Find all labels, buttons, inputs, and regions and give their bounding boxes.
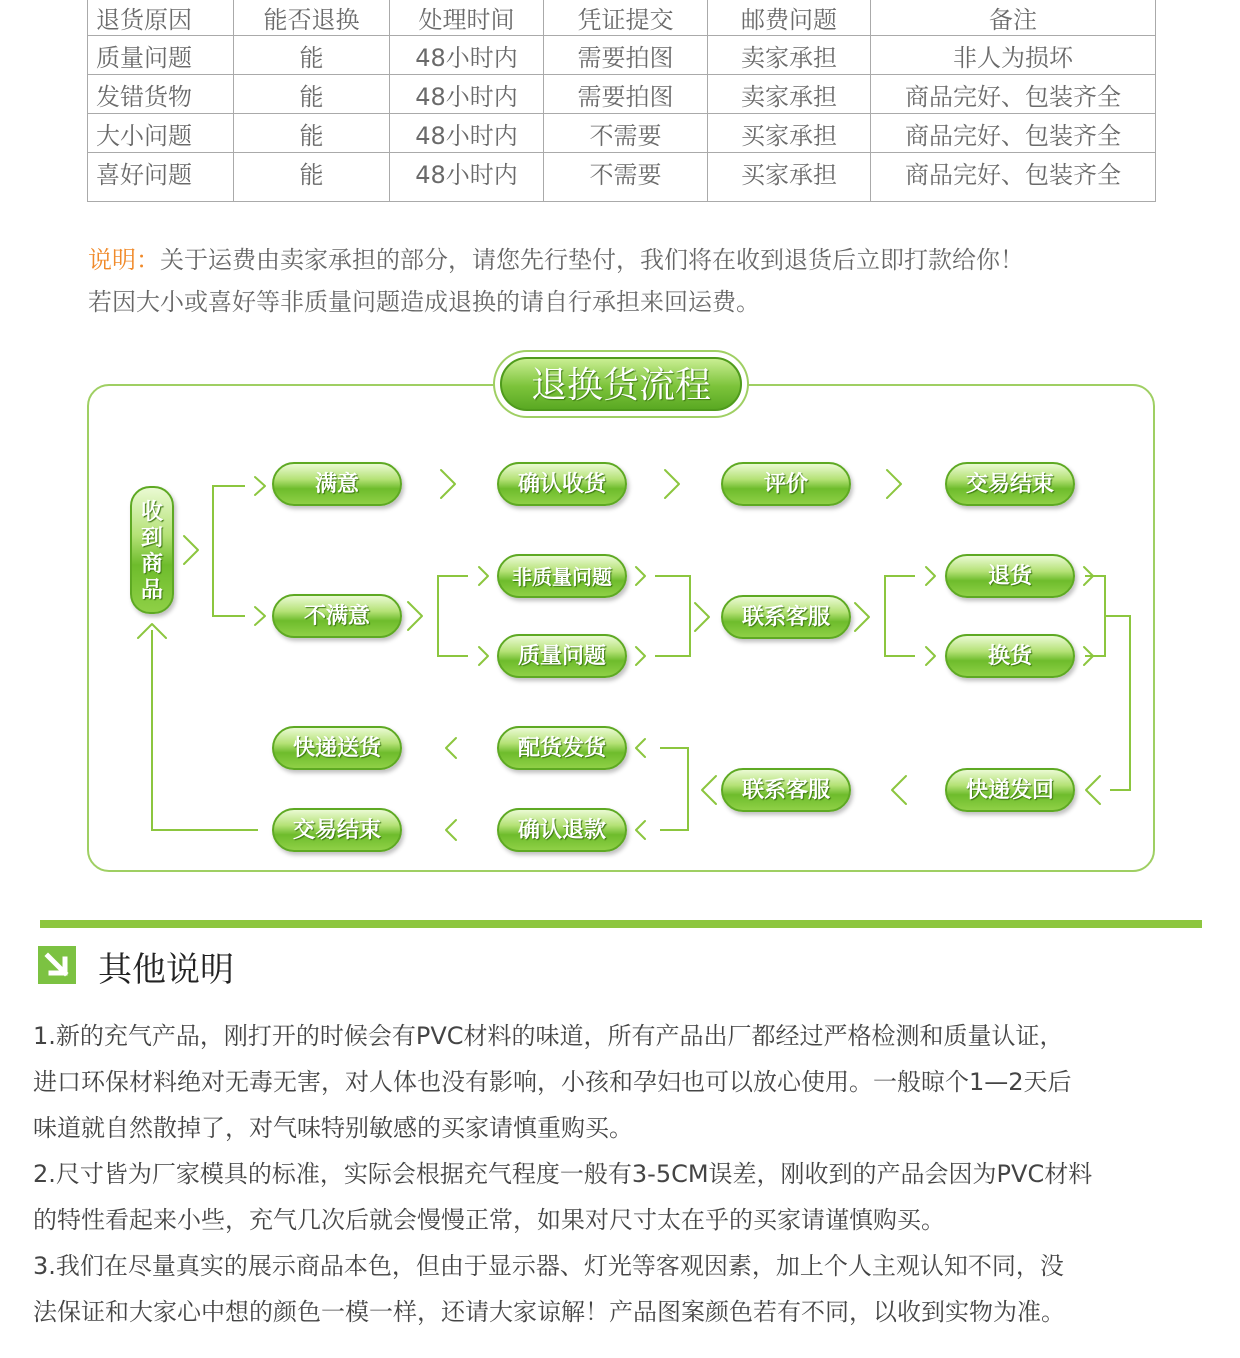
table-cell: 48小时内 — [390, 114, 544, 153]
other-note-line: 进口环保材料绝对无毒无害，对人体也没有影响，小孩和孕妇也可以放心使用。一般晾个1—2天后 — [33, 1068, 1072, 1096]
other-note-line: 的特性看起来小些，充气几次后就会慢慢正常，如果对尺寸太在乎的买家请谨慎购买。 — [33, 1206, 945, 1234]
other-note-line: 2.尺寸皆为厂家模具的标准，实际会根据充气程度一般有3-5CM误差，刚收到的产品会因为PVC材料 — [33, 1160, 1093, 1188]
chevron-right-icon — [255, 607, 265, 625]
table-cell: 卖家承担 — [708, 75, 871, 114]
chevron-right-icon — [926, 647, 935, 665]
chevron-left-icon — [702, 776, 716, 804]
step-deal-end-top: 交易结束 — [945, 462, 1075, 506]
table-cell: 48小时内 — [390, 153, 544, 202]
table-cell: 商品完好、包装齐全 — [871, 114, 1156, 153]
chevron-right-icon — [636, 647, 645, 665]
step-non-quality-issue: 非质量问题 — [497, 554, 627, 598]
step-contact-service-top: 联系客服 — [721, 595, 851, 639]
chevron-right-icon — [255, 477, 265, 495]
table-cell: 喜好问题 — [88, 153, 234, 202]
flow-title: 退换货流程 — [500, 357, 742, 411]
table-cell: 买家承担 — [708, 153, 871, 202]
table-cell: 质量问题 — [88, 36, 234, 75]
chevron-right-icon — [926, 567, 935, 585]
other-note-line: 1.新的充气产品，刚打开的时候会有PVC材料的味道，所有产品出厂都经过严格检测和质量认证， — [33, 1022, 1064, 1050]
step-confirm-receipt: 确认收货 — [497, 462, 627, 506]
shipping-note-line-2: 若因大小或喜好等非质量问题造成退换的请自行承担来回运费。 — [88, 288, 760, 316]
chevron-right-icon — [665, 470, 679, 498]
table-cell: 买家承担 — [708, 114, 871, 153]
step-review: 评价 — [721, 462, 851, 506]
step-deal-end-bottom: 交易结束 — [272, 808, 402, 852]
chevron-right-icon — [887, 470, 901, 498]
table-cell: 48小时内 — [390, 75, 544, 114]
connector-unsat-split — [438, 576, 468, 656]
chevron-left-icon — [636, 739, 645, 757]
arrow-down-right-icon — [38, 946, 76, 984]
table-cell: 大小问题 — [88, 114, 234, 153]
step-satisfied: 满意 — [272, 462, 402, 506]
chevron-right-icon — [636, 567, 645, 585]
connector-ship-split — [660, 748, 688, 830]
header-remark: 备注 — [871, 0, 1156, 36]
header-reason: 退货原因 — [88, 0, 234, 36]
step-express-delivery: 快递送货 — [272, 726, 402, 770]
table-cell: 能 — [234, 114, 390, 153]
chevron-right-icon — [479, 647, 488, 665]
table-cell: 发错货物 — [88, 75, 234, 114]
header-returnable: 能否退换 — [234, 0, 390, 36]
step-contact-service-bottom: 联系客服 — [721, 768, 851, 812]
connector-receive-split — [213, 486, 245, 616]
chevron-right-icon — [695, 603, 709, 631]
chevron-left-icon — [892, 776, 906, 804]
step-receive-goods — [130, 486, 174, 614]
step-unsatisfied: 不满意 — [272, 594, 402, 638]
other-note-line: 3.我们在尽量真实的展示商品本色，但由于显示器、灯光等客观因素，加上个人主观认知不同，没 — [33, 1252, 1064, 1280]
connector-return-merge — [1085, 576, 1105, 656]
connector-left-loop — [152, 630, 258, 830]
header-proof: 凭证提交 — [544, 0, 708, 36]
table-cell: 需要拍图 — [544, 75, 708, 114]
chevron-right-icon — [184, 536, 198, 564]
table-cell: 不需要 — [544, 153, 708, 202]
header-time: 处理时间 — [390, 0, 544, 36]
section-title: 其他说明 — [98, 950, 234, 990]
table-cell: 卖家承担 — [708, 36, 871, 75]
other-note-line: 法保证和大家心中想的颜色一模一样，还请大家谅解！产品图案颜色若有不同，以收到实物为准。 — [33, 1298, 1065, 1326]
note-label: 说明： — [88, 246, 160, 274]
step-quality-issue: 质量问题 — [497, 634, 627, 678]
table-cell: 商品完好、包装齐全 — [871, 75, 1156, 114]
connector-contact-split — [885, 576, 915, 656]
step-ship-goods: 配货发货 — [497, 726, 627, 770]
table-cell: 商品完好、包装齐全 — [871, 153, 1156, 202]
step-label: 收到商品 — [140, 500, 163, 603]
chevron-right-icon — [855, 603, 869, 631]
chevron-left-icon — [446, 820, 456, 840]
table-cell: 能 — [234, 75, 390, 114]
table-cell: 非人为损坏 — [871, 36, 1156, 75]
section-divider — [40, 920, 1202, 928]
table-cell: 能 — [234, 36, 390, 75]
step-confirm-refund: 确认退款 — [497, 808, 627, 852]
chevron-left-icon — [1086, 776, 1100, 804]
step-express-back: 快递发回 — [945, 768, 1075, 812]
table-cell: 48小时内 — [390, 36, 544, 75]
table-cell: 能 — [234, 153, 390, 202]
connector-merge-contact — [655, 576, 690, 656]
chevron-right-icon — [441, 470, 455, 498]
connector-right-loop — [1105, 616, 1130, 790]
chevron-left-icon — [446, 738, 456, 758]
note-text: 关于运费由卖家承担的部分，请您先行垫付，我们将在收到退货后立即打款给你！ — [160, 246, 1024, 274]
header-postage: 邮费问题 — [708, 0, 871, 36]
table-cell: 不需要 — [544, 114, 708, 153]
step-exchange-goods: 换货 — [945, 634, 1075, 678]
chevron-left-icon — [636, 821, 645, 839]
step-return-goods: 退货 — [945, 554, 1075, 598]
table-cell: 需要拍图 — [544, 36, 708, 75]
chevron-right-icon — [408, 602, 422, 630]
other-note-line: 味道就自然散掉了，对气味特别敏感的买家请慎重购买。 — [33, 1114, 633, 1142]
chevron-right-icon — [479, 567, 488, 585]
